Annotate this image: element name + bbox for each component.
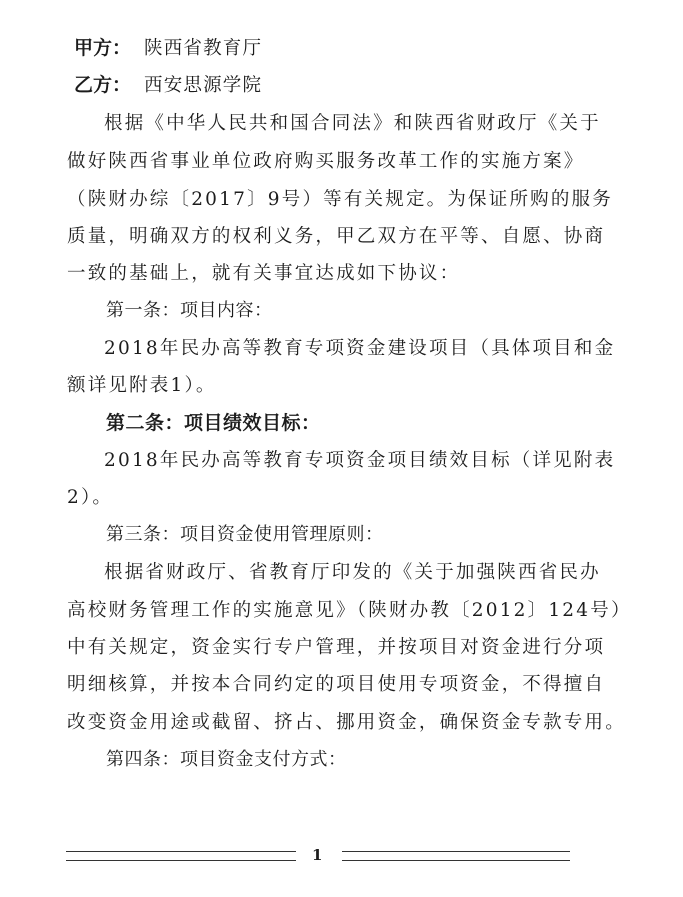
intro-line: 一致的基础上，就有关事宜达成如下协议： <box>67 263 461 284</box>
intro-line: 质量，明确双方的权利义务，甲乙双方在平等、自愿、协商 <box>67 226 606 247</box>
article-3-body-line: 改变资金用途或截留、挤占、挪用资金，确保资金专款专用。 <box>67 712 626 733</box>
party-b-label: 乙方： <box>74 74 132 96</box>
article-3-heading: 第三条：项目资金使用管理原则： <box>106 524 384 545</box>
footer-rule-left-bottom <box>66 860 296 861</box>
article-2-heading: 第二条：项目绩效目标： <box>106 412 321 434</box>
footer-rule-right-bottom <box>342 860 570 861</box>
article-1-body-line: 额详见附表1）。 <box>67 375 217 396</box>
party-b-line <box>74 73 262 98</box>
intro-line: 根据《中华人民共和国合同法》和陕西省财政厅《关于 <box>104 113 601 134</box>
intro-line: 做好陕西省事业单位政府购买服务改革工作的实施方案》 <box>67 151 585 172</box>
footer-rule-left-top <box>66 851 296 852</box>
party-a-line <box>74 36 262 61</box>
article-3-body-line: 根据省财政厅、省教育厅印发的《关于加强陕西省民办 <box>104 562 601 583</box>
article-3-body-line: 高校财务管理工作的实施意见》（陕财办教〔2012〕124号） <box>67 600 632 621</box>
party-a-label: 甲方： <box>74 37 132 59</box>
footer-rule-right-top <box>342 851 570 852</box>
party-a-value: 陕西省教育厅 <box>144 38 263 59</box>
party-b-value: 西安思源学院 <box>144 75 263 96</box>
article-2-body-line: 2018年民办高等教育专项资金项目绩效目标（详见附表 <box>104 450 616 471</box>
article-3-body-line: 明细核算，并按本合同约定的项目使用专项资金，不得擅自 <box>67 674 606 695</box>
article-2-body-line: 2）。 <box>67 487 114 508</box>
article-1-body-line: 2018年民办高等教育专项资金建设项目（具体项目和金 <box>104 338 616 359</box>
intro-line: （陕财办综〔2017〕9号）等有关规定。为保证所购的服务 <box>67 189 613 210</box>
article-3-body-line: 中有关规定，资金实行专户管理，并按项目对资金进行分项 <box>67 637 606 658</box>
article-1-heading: 第一条：项目内容： <box>106 300 273 321</box>
article-4-heading: 第四条：项目资金支付方式： <box>106 749 347 770</box>
page-number: 1 <box>312 846 323 864</box>
